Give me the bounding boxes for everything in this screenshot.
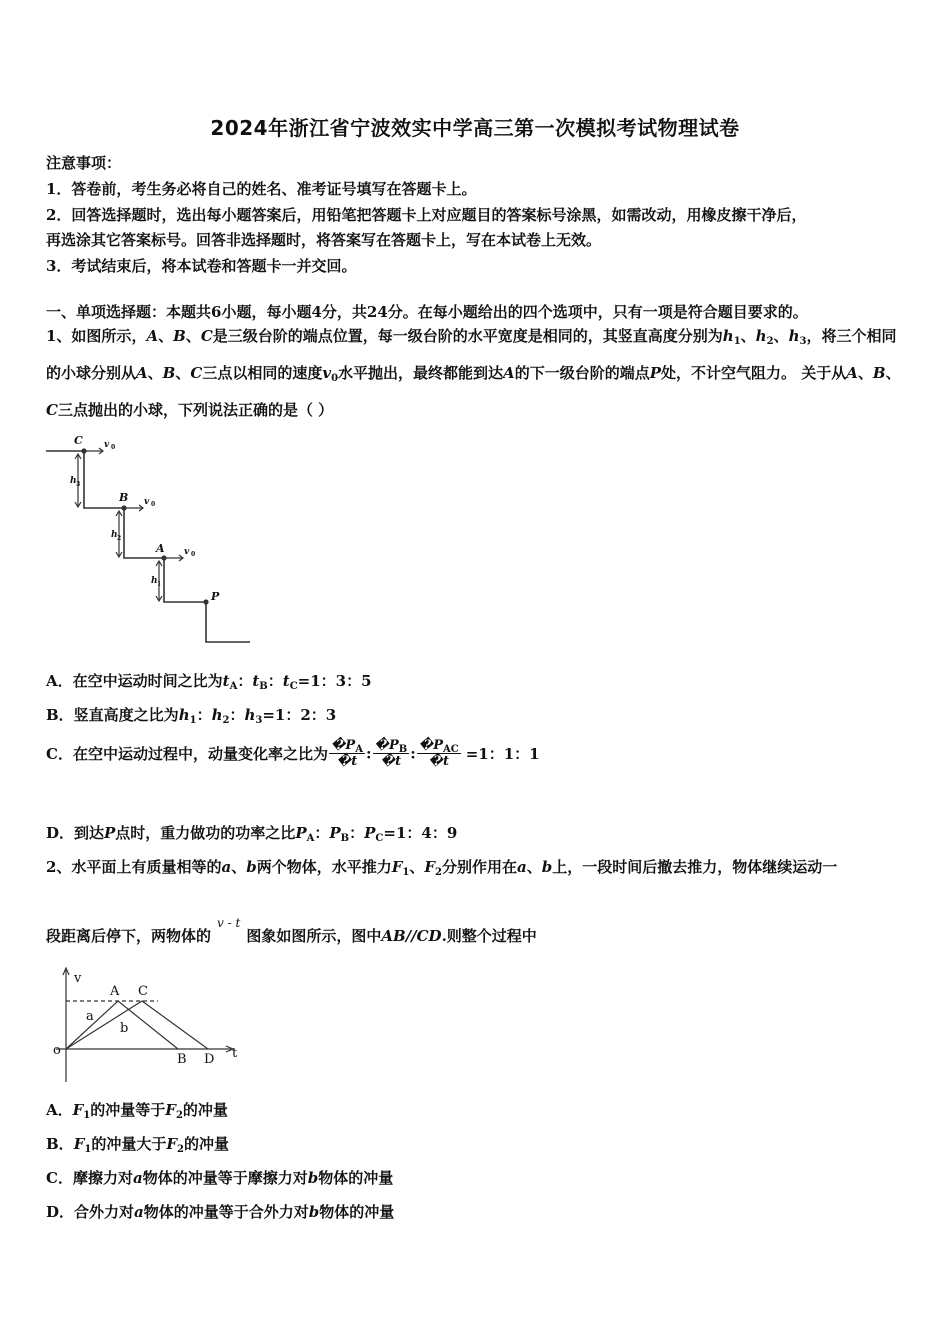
v0-label-a: v [184,547,190,557]
vt-symbol: v - t [217,916,241,930]
notice-item-2-cont: 再选涂其它答案标号。回答非选择题时，将答案写在答题卡上，写在本试卷上无效。 [46,231,602,249]
axis-t-label: t [232,1046,238,1061]
line-b-label: b [120,1021,129,1036]
notice-heading: 注意事项： [46,154,122,172]
h1-label: h [151,576,158,586]
axis-v-label: v [74,971,82,986]
q1-option-a: A．在空中运动时间之比为$t_A$：$t_B$：$t_C=1$：3：5 [46,672,372,692]
point-c-graph-label: C [138,984,148,999]
q1-option-b: B．竖直高度之比为$h_1$：$h_2$：$h_3=1$：2：3 [46,706,337,726]
question-1-stem: 1、如图所示，A、B、C是三级台阶的端点位置，每一级台阶的水平宽度是相同的，其竖直高度分别为$h_1$、$h_2$、$h_3$，将三个相同的小球分别从A、B、C三点以相同的速度$v_0$水平抛出，最终都能到达A的下一级台阶的端点P处，不计空气阻力。 关于从A、B、C三点抛出的小球，下列说法正确的是（ ） [46,327,901,419]
q2-option-c: C．摩擦力对a物体的冲量等于摩擦力对b物体的冲量 [46,1169,394,1187]
h2-label: h [111,530,118,540]
point-a-graph-label: A [110,984,120,999]
q2-option-a: A．$F_1$的冲量等于$F_2$的冲量 [46,1101,228,1121]
question-2-stem-line2: 段距离后停下，两物体的$^{v - t}$图象如图所示，图中AB//CD.则整个过程中 [46,916,537,945]
line-a-label: a [86,1009,94,1024]
v0-label-c: v [104,440,110,450]
origin-label: o [53,1043,61,1058]
notice-item-3: 3．考试结束后，将本试卷和答题卡一并交回。 [46,257,357,275]
svg-text:0: 0 [191,551,196,558]
svg-text:1: 1 [157,581,162,588]
svg-text:3: 3 [76,481,81,488]
point-b-graph-label: B [177,1052,187,1067]
notice-item-2: 2．回答选择题时，选出每小题答案后，用铅笔把答题卡上对应题目的答案标号涂黑，如需改动，用橡皮擦干净后， [46,206,807,224]
fraction-pac: $\frac{�P_{AC}}{�t}$ [418,738,459,769]
q2-option-b: B．$F_1$的冲量大于$F_2$的冲量 [46,1135,229,1155]
fraction-pb: $\frac{�P_B}{�t}$ [374,738,408,769]
point-c-label: C [74,434,83,447]
v0-label-b: v [144,497,150,507]
q2-option-d: D．合外力对a物体的冲量等于合外力对b物体的冲量 [46,1203,395,1221]
section-heading: 一、单项选择题：本题共6小题，每小题4分，共24分。在每小题给出的四个选项中，只有一项是符合题目要求的。 [46,303,808,321]
svg-text:0: 0 [151,501,156,508]
page-title: 2024年浙江省宁波效实中学高三第一次模拟考试物理试卷 [210,116,740,140]
q1-option-c: C．在空中运动过程中，动量变化率之比为 $\frac{�P_A}{�t}$ : $\frac{�P_B}{�t}$ : $\frac{�P_{AC}}{�t}$ =1：1：1 [46,738,540,769]
vt-graph [46,962,246,1087]
staircase-figure [44,430,254,645]
notice-item-1: 1．答卷前，考生务必将自己的姓名、准考证号填写在答题卡上。 [46,180,477,198]
point-b-label: B [119,491,129,504]
point-p-label: P [211,590,220,603]
svg-text:2: 2 [117,535,122,542]
point-d-graph-label: D [204,1052,215,1067]
question-2-stem-line1: 2、水平面上有质量相等的a、b两个物体，水平推力$F_1$、$F_2$分别作用在a、b上，一段时间后撤去推力，物体继续运动一 [46,858,838,878]
fraction-pa: $\frac{�P_A}{�t}$ [330,738,363,769]
q1-option-d: D．到达P点时，重力做功的功率之比$P_A$：$P_B$：$P_C=1$：4：9 [46,824,458,844]
svg-text:0: 0 [111,444,116,451]
point-a-label: A [156,542,165,555]
h3-label: h [70,476,77,486]
